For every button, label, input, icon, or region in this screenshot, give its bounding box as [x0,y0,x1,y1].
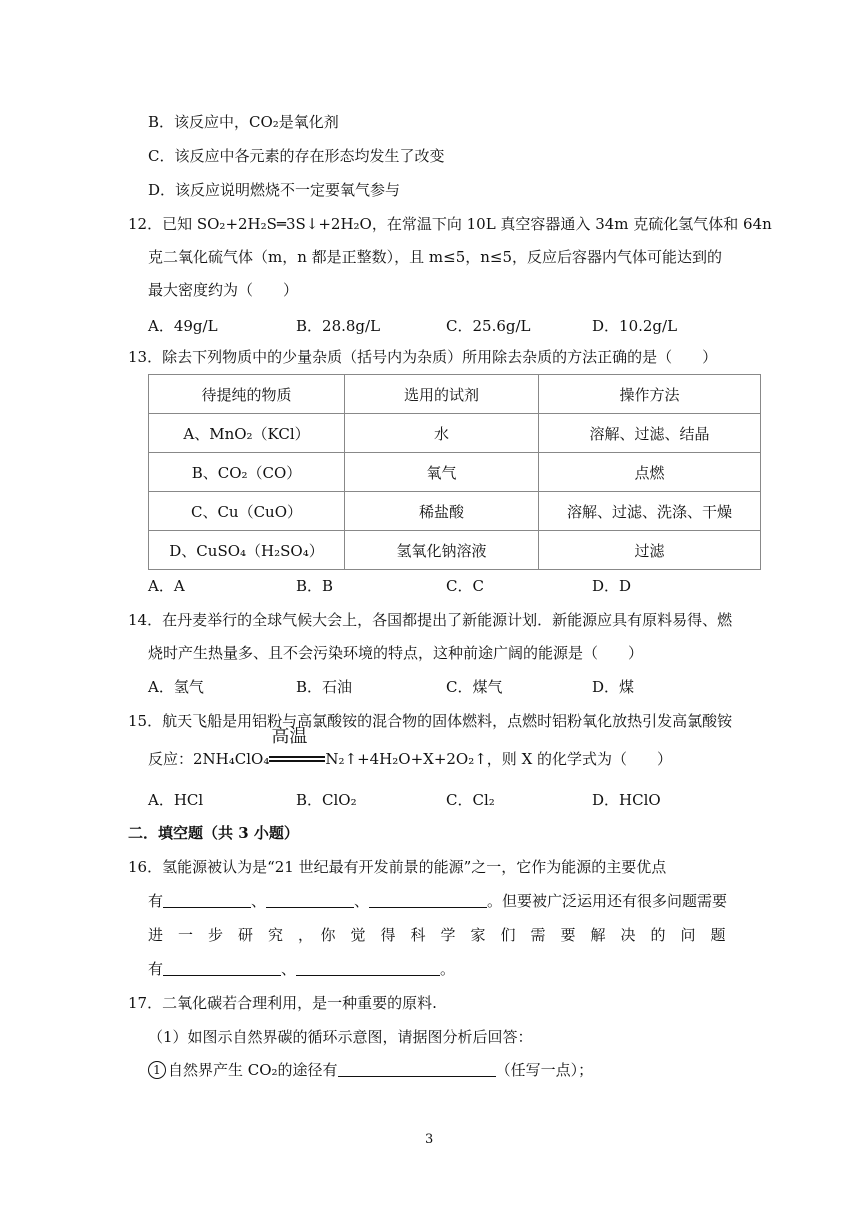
q12-option-d: D．10.2g/L [592,317,678,335]
table-cell: 氧气 [345,453,539,492]
q15-equation-prefix: 反应：2NH₄ClO₄ [148,750,270,768]
q16-text: 有 [148,892,164,910]
table-header-row [149,375,761,414]
answer-blank[interactable] [163,892,251,908]
table-row [149,492,761,531]
table-cell: 溶解、过滤、洗涤、干燥 [539,492,761,531]
q16-separator: 、 [354,892,370,910]
q15-equation-suffix: N₂↑+4H₂O+X+2O₂↑，则 X 的化学式为（ ） [325,750,673,768]
q16-separator: 、 [281,960,297,978]
answer-blank[interactable] [296,960,440,976]
q14-stem-line2: 烧时产生热量多、且不会污染环境的特点，这种前途广阔的能源是（ ） [148,644,644,662]
q12-option-b: B．28.8g/L [296,317,381,335]
equals-bar-bottom [269,760,325,762]
table-row [149,453,761,492]
q16-text: 有 [148,960,164,978]
q13-option-a: A．A [148,577,185,595]
table-row [149,414,761,453]
table-cell: D、CuSO₄（H₂SO₄） [149,531,345,570]
table-cell: 溶解、过滤、结晶 [539,414,761,453]
q13-stem: 13．除去下列物质中的少量杂质（括号内为杂质）所用除去杂质的方法正确的是（ ） [128,348,718,366]
q16-stem-line1: 16．氢能源被认为是“21 世纪最有开发前景的能源”之一，它作为能源的主要优点 [128,858,667,876]
page-number: 3 [425,1132,434,1147]
q16-stem-line3: 进 一 步 研 究 ， 你 觉 得 科 学 家 们 需 要 解 决 的 问 题 [148,926,726,944]
table-cell: 点燃 [539,453,761,492]
q15-option-b: B．ClO₂ [296,791,357,809]
q17-stem: 17．二氧化碳若合理利用，是一种重要的原料. [128,994,437,1012]
q11-option-b: B．该反应中，CO₂是氧化剂 [148,113,339,131]
q14-option-a: A．氢气 [148,678,204,696]
q17-subquestion-1-part-1 [148,1060,593,1080]
q16-separator: 、 [251,892,267,910]
table-cell: 过滤 [539,531,761,570]
answer-blank[interactable] [369,892,487,908]
q11-option-c: C．该反应中各元素的存在形态均发生了改变 [148,147,445,165]
q15-equation-line [148,726,673,769]
table-header-cell: 选用的试剂 [345,375,539,414]
section-title: 二．填空题（共 3 小题） [128,824,299,842]
q16-text: 。 [440,960,456,978]
answer-blank[interactable] [163,960,281,976]
q16-stem-line2 [148,891,727,911]
answer-blank[interactable] [338,1061,496,1077]
q16-stem-line4 [148,959,455,979]
q16-text: 。但要被广泛运用还有很多问题需要 [487,892,728,910]
table-cell: 稀盐酸 [345,492,539,531]
q13-option-c: C．C [446,577,484,595]
q13-option-d: D．D [592,577,632,595]
q11-option-d: D．该反应说明燃烧不一定要氧气参与 [148,181,401,199]
table-row [149,531,761,570]
q15-stem-line1: 15．航天飞船是用铝粉与高氯酸铵的混合物的固体燃料，点燃时铝粉氧化放热引发高氯酸铵 [128,712,733,730]
q14-option-b: B．石油 [296,678,353,696]
q17-subquestion-1: （1）如图示自然界碳的循环示意图，请据图分析后回答： [148,1028,533,1046]
table-cell: A、MnO₂（KCl） [149,414,345,453]
q14-option-c: C．煤气 [446,678,503,696]
q17-text: 自然界产生 CO₂的途径有 [168,1061,338,1079]
q14-option-d: D．煤 [592,678,635,696]
reaction-condition [269,726,325,769]
answer-blank[interactable] [266,892,354,908]
table-cell: B、CO₂（CO） [149,453,345,492]
q13-table [148,374,761,570]
circled-number: 1 [148,1061,166,1079]
table-cell: 水 [345,414,539,453]
equals-bar-top [269,756,325,758]
q15-option-d: D．HClO [592,791,661,809]
q12-option-c: C．25.6g/L [446,317,531,335]
q12-stem-line3: 最大密度约为（ ） [148,281,299,299]
table-cell: C、Cu（CuO） [149,492,345,531]
q12-stem-line2: 克二氧化硫气体（m，n 都是正整数），且 m≤5，n≤5，反应后容器内气体可能达到的 [148,248,723,266]
q12-option-a: A．49g/L [148,317,218,335]
q13-option-b: B．B [296,577,334,595]
q15-option-a: A．HCl [148,791,204,809]
table-cell: 氢氧化钠溶液 [345,531,539,570]
q15-option-c: C．Cl₂ [446,791,495,809]
table-header-cell: 待提纯的物质 [149,375,345,414]
q17-text: （任写一点）； [495,1061,594,1079]
q12-stem-line1: 12．已知 SO₂+2H₂S═3S↓+2H₂O，在常温下向 10L 真空容器通入 34m 克硫化氢气体和 64n [128,215,772,233]
q14-stem-line1: 14．在丹麦举行的全球气候大会上，各国都提出了新能源计划．新能源应具有原料易得、燃 [128,611,733,629]
table-header-cell: 操作方法 [539,375,761,414]
reaction-condition-label: 高温 [271,726,308,747]
